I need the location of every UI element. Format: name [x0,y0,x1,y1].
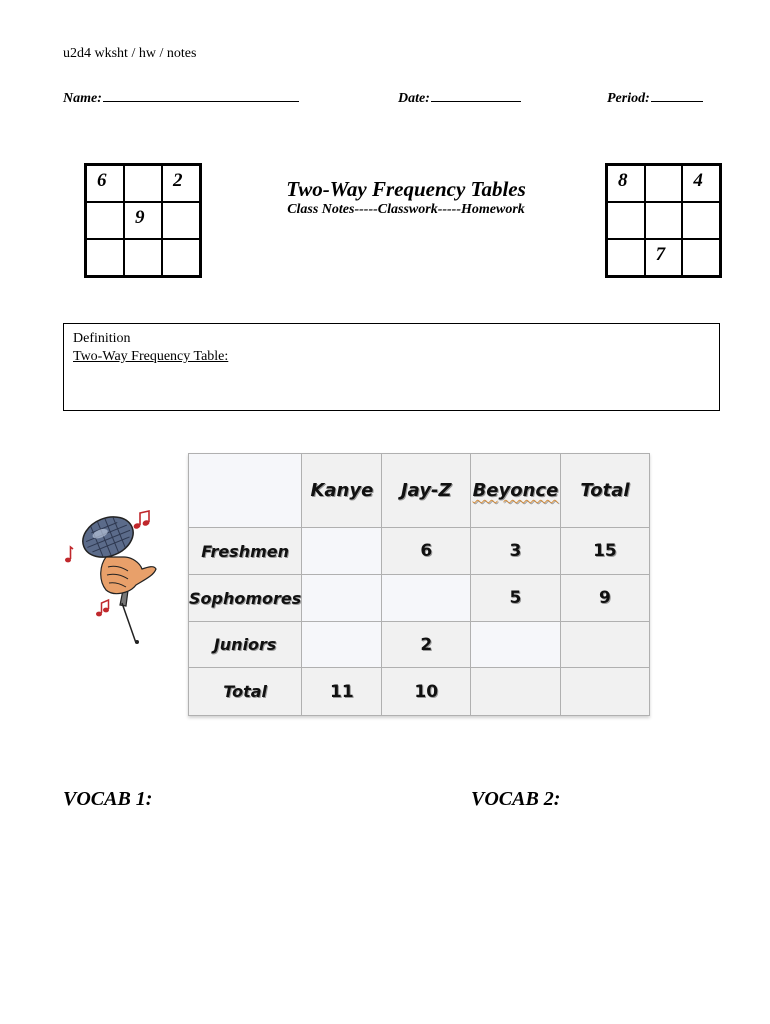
table-cell[interactable] [302,622,382,668]
date-field[interactable] [398,89,521,107]
grid-cell [645,202,683,239]
table-cell[interactable]: 5 [471,575,561,622]
table-cell[interactable]: 15 [560,528,649,575]
grid-cell [607,202,645,239]
definition-heading: Definition [73,331,131,346]
two-way-frequency-table [188,453,650,716]
grid-cell: 7 [645,239,683,276]
vocab-1-label: VOCAB 1: [63,788,153,810]
table-header-row [189,454,650,528]
table-cell[interactable] [302,528,382,575]
grid-cell [124,239,162,276]
music-note-icon [65,547,73,562]
table-cell[interactable]: 10 [382,668,471,716]
vocab-2-label: VOCAB 2: [471,788,561,810]
grid-cell: 2 [162,165,200,202]
column-header: Total [560,454,649,528]
grid-cell: 4 [682,165,720,202]
name-field[interactable] [63,89,299,107]
table-cell[interactable]: 2 [382,622,471,668]
table-cell[interactable] [471,622,561,668]
date-blank[interactable] [431,89,521,102]
grid-cell [86,202,124,239]
page-subtitle: Class Notes-----Classwork-----Homework [287,202,525,217]
number-grid-right [605,163,722,278]
table-cell[interactable]: 9 [560,575,649,622]
date-label: Date: [398,91,430,106]
table-row [189,575,650,622]
table-cell[interactable] [560,668,649,716]
row-header: Juniors [189,622,302,668]
grid-cell [645,165,683,202]
page-title: Two-Way Frequency Tables [286,177,526,201]
column-header [471,454,561,528]
music-note-icon [133,511,150,530]
column-header: Jay-Z [382,454,471,528]
grid-cell [607,239,645,276]
grid-cell: 8 [607,165,645,202]
table-row [189,528,650,575]
grid-cell [162,239,200,276]
table-cell[interactable] [302,575,382,622]
table-cell[interactable] [560,622,649,668]
row-header: Freshmen [189,528,302,575]
column-header-label: Beyonce [472,480,559,501]
grid-cell [682,202,720,239]
grid-cell: 9 [124,202,162,239]
microphone-icon [58,505,178,645]
name-blank[interactable] [103,89,299,102]
table-row [189,622,650,668]
table-cell[interactable] [471,668,561,716]
row-header: Total [189,668,302,716]
table-cell[interactable]: 11 [302,668,382,716]
music-note-icon [96,600,109,616]
table-cell[interactable]: 6 [382,528,471,575]
row-header: Sophomores [189,575,302,622]
column-header: Kanye [302,454,382,528]
number-grid-left [84,163,202,278]
grid-cell [682,239,720,276]
table-row [189,668,650,716]
grid-cell [124,165,162,202]
definition-box[interactable] [63,323,720,411]
grid-cell: 6 [86,165,124,202]
name-label: Name: [63,91,102,106]
table-cell[interactable] [382,575,471,622]
period-field[interactable] [607,89,703,107]
period-blank[interactable] [651,89,703,102]
period-label: Period: [607,91,650,106]
table-cell[interactable]: 3 [471,528,561,575]
grid-cell [86,239,124,276]
grid-cell [162,202,200,239]
table-corner-cell [189,454,302,528]
definition-term: Two-Way Frequency Table: [73,349,229,364]
worksheet-code: u2d4 wksht / hw / notes [63,46,197,61]
